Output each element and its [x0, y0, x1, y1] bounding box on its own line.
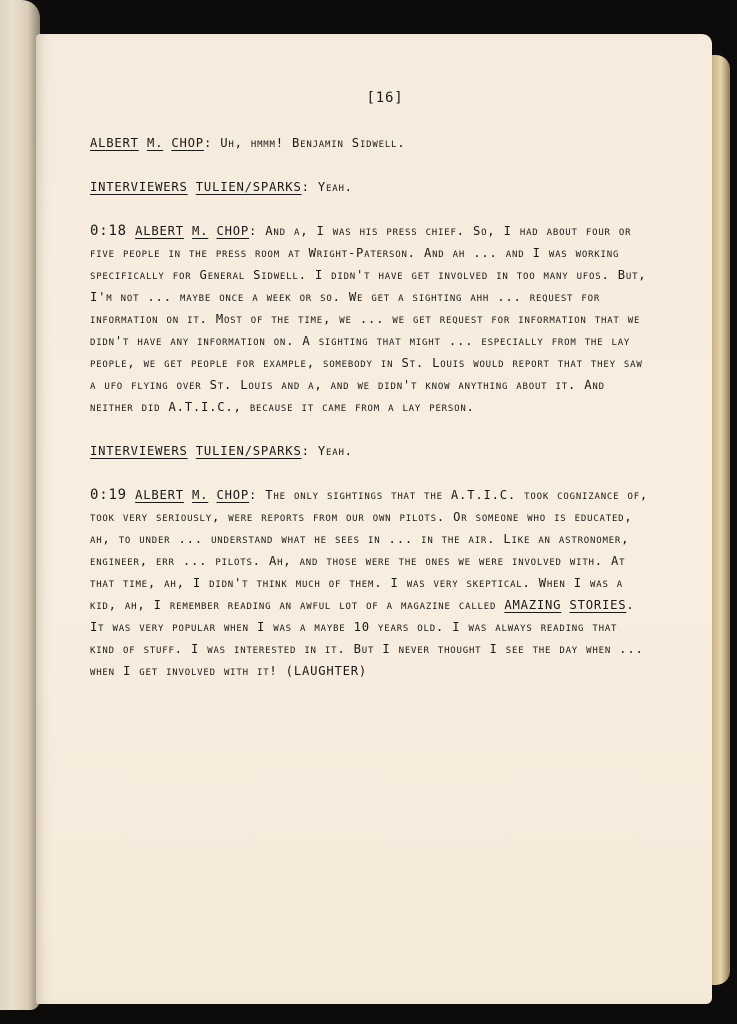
paragraph-text: : Uh, hmmm! Benjamin Sidwell. — [203, 136, 406, 150]
speaker-name: ALBERT — [90, 136, 139, 150]
speaker-name: CHOP — [216, 488, 250, 502]
paragraph-text: : Yeah. — [301, 444, 353, 458]
magazine-title: AMAZING — [504, 598, 562, 612]
paragraph-text: : And a, I was his press chief. So, I had about four or five people in the press room at Wright-Paterson. And ah ... and I was working specifically for General Sidwell. I didn't have get involved in too many ufos. But, I'm not ... maybe once a week or so. We get a sighting ahh ... request for information on it. Most of the time, we ... we get request for information that we didn't have any information on. A sighting that might ... especially from the lay people, we get people for example, somebody in St. Louis would report that they saw a ufo flying over St. Louis and a, and we didn't know anything about it. And neither did A.T.I.C., because it came from a lay person. — [90, 224, 647, 414]
paragraph-interviewers-2 — [90, 440, 650, 462]
paragraph-chop-1 — [90, 132, 650, 154]
paragraph-chop-3 — [90, 484, 650, 682]
speaker-name: TULIEN/SPARKS — [195, 180, 302, 194]
paragraph-interviewers-1 — [90, 176, 650, 198]
paragraph-text: : The only sightings that the A.T.I.C. took cognizance of, took very seriously, were reports from our own pilots. Or someone who is educated, ah, to under ... understand what he sees in ... in the air. Like an astronomer, engineer, err ... pilots. Ah, and those were the ones we were involved with. At that time, ah, I didn't think much of them. I was very skeptical. When I was a kid, ah, I remember reading an awful lot of a magazine called — [90, 488, 649, 612]
speaker-name: INTERVIEWERS — [90, 180, 188, 194]
speaker-name: M. — [146, 136, 164, 150]
paragraph-text: . It was very popular when I was a maybe 10 years old. I was always reading that kind of stuff. I was interested in it. But I never thought I see the day when ... when I get involved with it! (LAUGHTER) — [90, 598, 644, 678]
magazine-title: STORIES — [569, 598, 627, 612]
page-content — [90, 90, 650, 704]
speaker-name: M. — [192, 224, 209, 238]
speaker-name: ALBERT — [135, 488, 184, 502]
timestamp: 0:18 — [90, 223, 127, 239]
left-page-edge — [0, 0, 40, 1010]
timestamp: 0:19 — [90, 487, 127, 503]
speaker-name: INTERVIEWERS — [90, 444, 188, 458]
speaker-name: ALBERT — [135, 224, 184, 238]
speaker-name: M. — [192, 488, 209, 502]
page-number: [16] — [366, 90, 404, 106]
speaker-name: CHOP — [216, 224, 250, 238]
speaker-name: CHOP — [171, 136, 204, 150]
speaker-name: TULIEN/SPARKS — [195, 444, 302, 458]
book-page — [36, 34, 712, 1004]
paragraph-text: : Yeah. — [301, 180, 353, 194]
paragraph-chop-2 — [90, 220, 650, 418]
